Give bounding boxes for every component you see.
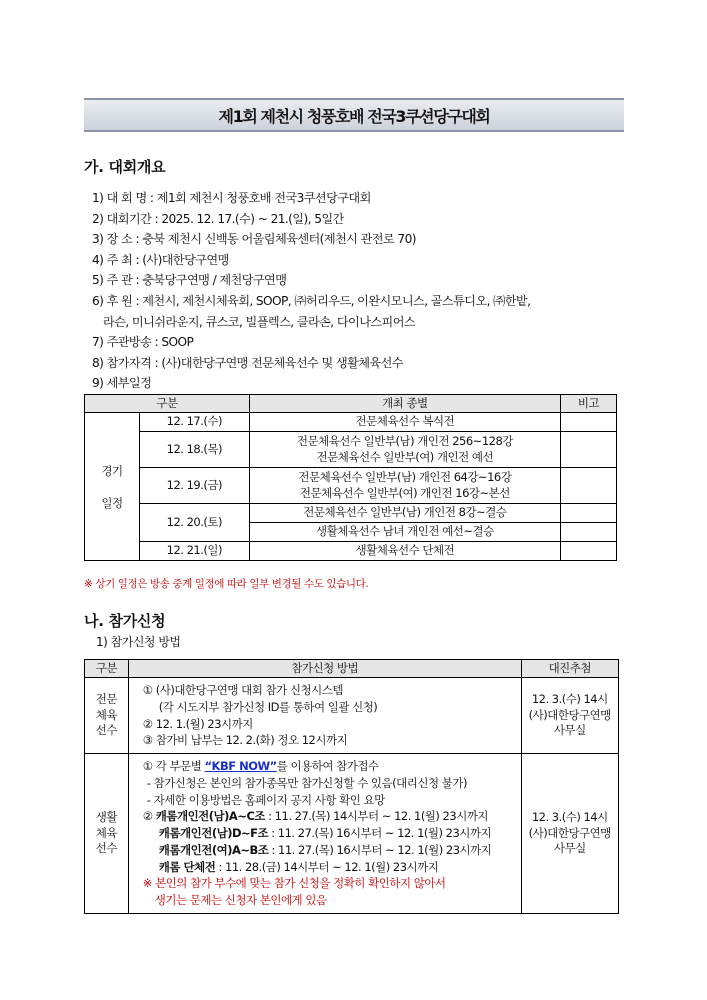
schedule-note — [561, 468, 617, 504]
schedule-date: 12. 19.(금) — [139, 468, 249, 504]
list-item: 9) 세부일정 — [92, 376, 152, 391]
section-a-heading: 가. 대회개요 — [84, 158, 166, 176]
list-item: 3) 장 소 : 충북 제천시 신백동 어울림체육센터(제천시 관전로 70) — [92, 232, 416, 247]
pro-draw: 12. 3.(수) 14시 (사)대한당구연맹 사무실 — [521, 678, 618, 754]
amateur-note: 생기는 문제는 신청자 본인에게 있음 — [154, 893, 327, 908]
schedule-event: 전문체육선수 일반부(남) 개인전 64강~16강 전문체육선수 일반부(여) 개인전 16강~본선 — [249, 468, 560, 504]
list-item: 6) 후 원 : 제천시, 제천시체육회, SOOP, ㈜허리우드, 이완시모니스, 골스튜디오, ㈜한밭, — [92, 293, 531, 308]
schedule-header: 비고 — [561, 395, 617, 413]
overview-list — [92, 188, 530, 394]
schedule-date: 12. 21.(일) — [139, 542, 249, 561]
application-table — [84, 659, 619, 914]
schedule-note — [561, 542, 617, 561]
schedule-note — [561, 504, 617, 523]
schedule-table — [84, 394, 617, 561]
amateur-draw: 12. 3.(수) 14시 (사)대한당구연맹 사무실 — [521, 754, 618, 914]
schedule-event: 생활체육선수 단체전 — [249, 542, 560, 561]
schedule-event: 전문체육선수 복식전 — [249, 413, 560, 432]
pro-label: 전문 체육 선수 — [85, 678, 129, 754]
list-item: 2) 대회기간 : 2025. 12. 17.(수) ~ 21.(일), 5일간 — [92, 211, 344, 226]
schedule-note — [561, 413, 617, 432]
schedule-event: 전문체육선수 일반부(남) 개인전 256~128강 전문체육선수 일반부(여) 개인전 예선 — [249, 432, 560, 468]
list-item: 4) 주 최 : (사)대한당구연맹 — [92, 252, 229, 267]
schedule-header: 구분 — [85, 395, 250, 413]
schedule-note — [561, 432, 617, 468]
application-header: 구분 — [85, 660, 129, 678]
amateur-label: 생활 체육 선수 — [85, 754, 129, 914]
application-header: 참가신청 방법 — [128, 660, 521, 678]
application-header: 대진추첨 — [521, 660, 618, 678]
list-item: 7) 주관방송 : SOOP — [92, 335, 194, 350]
amateur-note: ※ 본인의 참가 부수에 맞는 참가 신청을 정확히 확인하지 않아서 — [142, 876, 446, 891]
schedule-notice: ※ 상기 일정은 방송 중계 일정에 따라 일부 변경될 수도 있습니다. — [84, 578, 369, 590]
list-item: 8) 참가자격 : (사)대한당구연맹 전문체육선수 및 생활체육선수 — [92, 355, 403, 370]
schedule-date: 12. 18.(목) — [139, 432, 249, 468]
list-item: 5) 주 관 : 충북당구연맹 / 제천당구연맹 — [92, 273, 287, 288]
title-bar — [84, 98, 624, 132]
schedule-header: 개최 종별 — [249, 395, 560, 413]
list-item: 1) 대 회 명 : 제1회 제천시 청풍호배 전국3쿠션당구대회 — [92, 191, 371, 205]
page-title: 제1회 제천시 청풍호배 전국3쿠션당구대회 — [218, 106, 490, 126]
schedule-group-label: 경기 일정 — [85, 413, 140, 561]
kbf-now-link[interactable]: “KBF NOW” — [204, 758, 277, 773]
schedule-event: 전문체육선수 일반부(남) 개인전 8강~결승 — [249, 504, 560, 523]
pro-method: ① (사)대한당구연맹 대회 참가 신청시스템 (각 시도지부 참가신청 ID를 통하여 일괄 신청) ② 12. 1.(월) 23시까지 ③ 참가비 납부는 12. 2.(화) 정오 12시까지 — [128, 678, 521, 754]
amateur-method: ① 각 부문별 “KBF NOW”를 이용하여 참가접수 - 참가신청은 본인의 참가종목만 참가신청할 수 있음(대리신청 불가) - 자세한 이용방법은 홈페이지 공지 사항 확인 요망 ② 캐롬개인전(남)A~C조 : 11. 27.(목) 14시부터 ~ 12. 1(월) 23시까지 캐롬개인전(남)D~F조 : 11. 27.(목) 16시부터 ~ 12. 1(월) 23시까지 캐롬개인전(여)A~B조 : 11. 27.(목) 16시부터 ~ 12. 1(월) 23시까지 캐롬 단체전 : 11. 28.(금) 14시부터 ~ 12. 1(월) 23시까지 ※ 본인의 참가 부수에 맞는 참가 신청을 정확히 확인하지 않아서 생기는 문제는 신청자 본인에게 있음 — [128, 754, 521, 914]
schedule-date: 12. 17.(수) — [139, 413, 249, 432]
schedule-note — [561, 523, 617, 542]
schedule-event: 생활체육선수 남녀 개인전 예선~결승 — [249, 523, 560, 542]
schedule-date: 12. 20.(토) — [139, 504, 249, 542]
section-b-subheading: 1) 참가신청 방법 — [96, 635, 181, 649]
section-b-heading: 나. 참가신청 — [84, 612, 166, 630]
list-item: 라슨, 미니쉬라운지, 큐스코, 빌플렉스, 클라손, 다이나스피어스 — [103, 314, 416, 329]
